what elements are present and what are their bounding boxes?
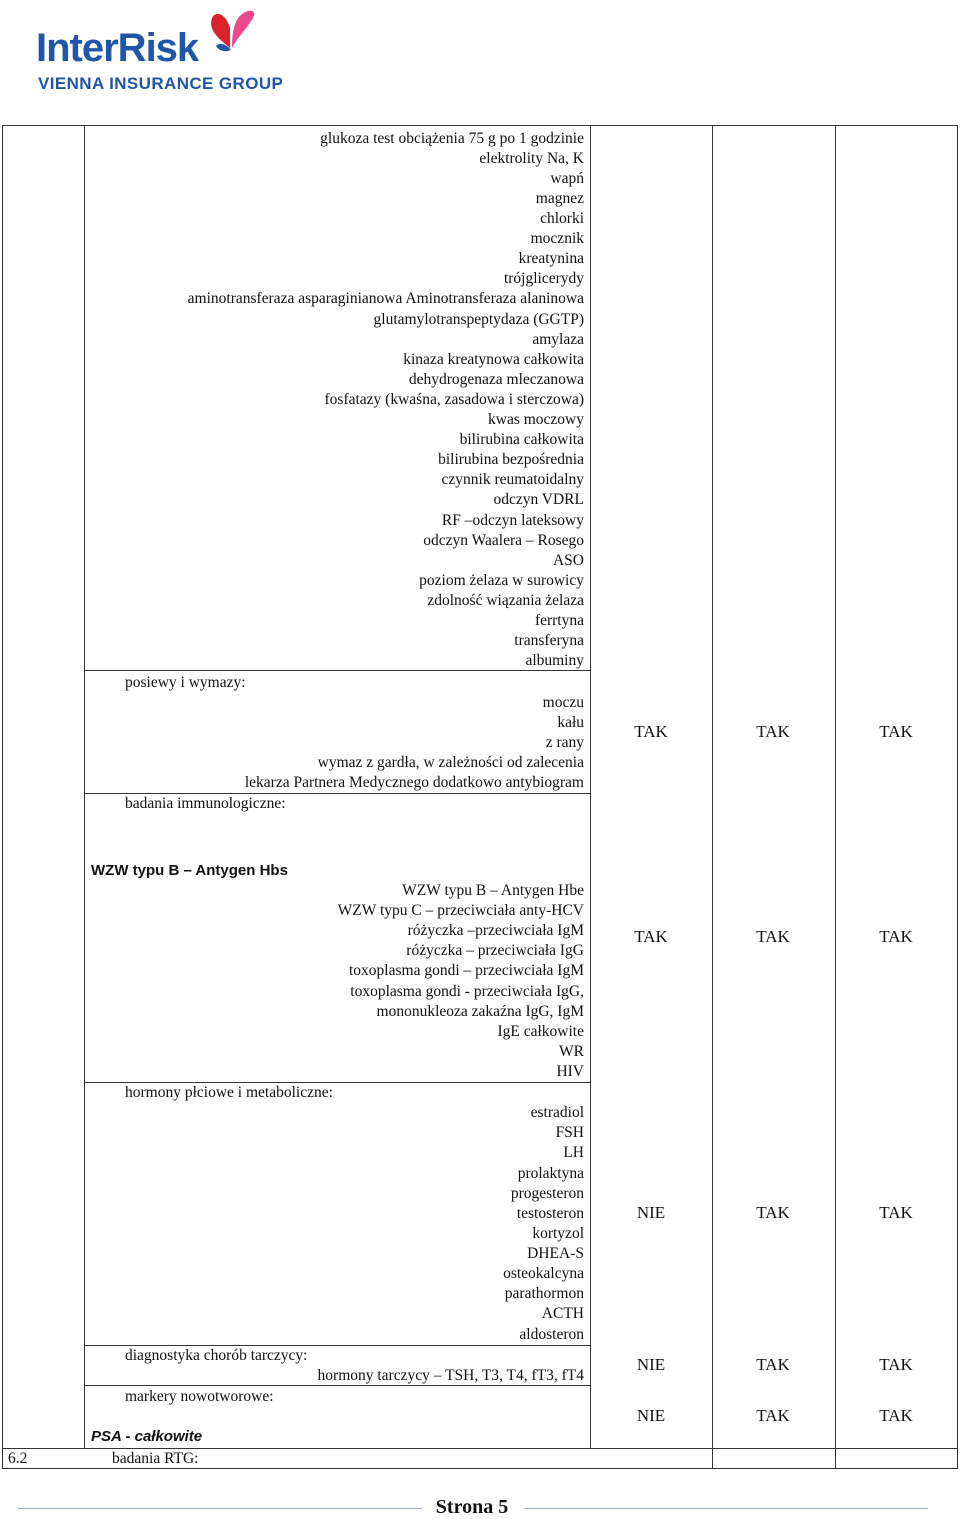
coverage-value: NIE	[636, 1203, 666, 1222]
page-number: Strona 5	[435, 1496, 509, 1518]
coverage-value: TAK	[634, 722, 668, 741]
test-item: glukoza test obciążenia 75 g po 1 godzinie	[320, 130, 584, 147]
test-item: testosteron	[516, 1205, 584, 1222]
interrisk-logo	[36, 8, 284, 94]
test-item: toxoplasma gondi - przeciwciała IgG,	[350, 983, 584, 1000]
section-number: 6.2	[8, 1450, 28, 1467]
coverage-value: TAK	[634, 927, 668, 946]
coverage-value: NIE	[636, 1355, 666, 1374]
row-divider	[84, 670, 590, 671]
coverage-value: TAK	[879, 1355, 913, 1374]
test-item: fosfatazy (kwaśna, zasadowa i sterczowa)	[324, 391, 584, 408]
test-item: mononukleoza zakaźna IgG, IgM	[376, 1003, 584, 1020]
test-item: odczyn VDRL	[493, 491, 584, 508]
test-item: różyczka – przeciwciała IgG	[406, 942, 584, 959]
test-item: kinaza kreatynowa całkowita	[403, 351, 584, 368]
test-item: hormony tarczycy – TSH, T3, T4, fT3, fT4	[317, 1367, 584, 1384]
test-item: HIV	[556, 1063, 584, 1080]
test-item: ferrtyna	[534, 612, 584, 629]
test-item: trójglicerydy	[503, 270, 584, 287]
section-header-immuno: badania immunologiczne:	[125, 795, 286, 812]
test-item: WR	[559, 1043, 584, 1060]
footer-rule-right	[524, 1508, 928, 1509]
test-item: amylaza	[532, 331, 584, 348]
logo-group-text: VIENNA INSURANCE GROUP	[38, 74, 284, 93]
test-item: bilirubina bezpośrednia	[438, 451, 584, 468]
test-item: FSH	[555, 1124, 584, 1141]
test-item: odczyn Waalera – Rosego	[423, 532, 584, 549]
test-item: osteokalcyna	[503, 1265, 584, 1282]
test-item-bold: WZW typu B – Antygen Hbs	[91, 862, 288, 879]
column-divider	[84, 125, 85, 1449]
test-item: parathormon	[504, 1285, 584, 1302]
test-item: estradiol	[530, 1104, 584, 1121]
test-item: mocznik	[530, 230, 584, 247]
test-item: różyczka –przeciwciała IgM	[407, 922, 584, 939]
test-item: kreatynina	[518, 250, 584, 267]
test-item: RF –odczyn lateksowy	[441, 512, 584, 529]
test-item: toxoplasma gondi – przeciwciała IgM	[348, 962, 584, 979]
test-item: moczu	[542, 694, 584, 711]
test-item: kortyzol	[532, 1225, 584, 1242]
test-item: WZW typu C – przeciwciała anty-HCV	[337, 902, 584, 919]
section-header-hormony: hormony płciowe i metaboliczne:	[125, 1084, 333, 1101]
section-header-posiewy: posiewy i wymazy:	[125, 674, 246, 691]
test-item: ASO	[552, 552, 584, 569]
section-header-tarczyca: diagnostyka chorób tarczycy:	[125, 1347, 308, 1364]
coverage-value: NIE	[636, 1406, 666, 1425]
test-item: albuminy	[525, 652, 584, 669]
coverage-value: TAK	[879, 1406, 913, 1425]
butterfly-logo-icon	[204, 8, 258, 54]
test-item: kwas moczowy	[488, 411, 584, 428]
test-item: chlorki	[540, 210, 584, 227]
logo-brand-text: InterRisk	[36, 26, 199, 70]
footer-rule-left	[18, 1508, 422, 1509]
test-item: aminotransferaza asparaginianowa Aminotransferaza alaninowa	[187, 290, 584, 307]
test-item: wapń	[550, 170, 584, 187]
test-item: lekarza Partnera Medycznego dodatkowo antybiogram	[244, 774, 584, 791]
test-item: IgE całkowite	[497, 1023, 584, 1040]
test-item: z rany	[545, 734, 584, 751]
test-item: LH	[563, 1144, 584, 1161]
section-label-rtg: badania RTG:	[112, 1450, 199, 1467]
test-item: bilirubina całkowita	[459, 431, 584, 448]
test-item: ACTH	[541, 1305, 584, 1322]
column-divider	[835, 125, 836, 1469]
coverage-value: TAK	[879, 1203, 913, 1222]
test-item: kału	[557, 714, 584, 731]
test-item: aldosteron	[519, 1326, 584, 1343]
coverage-value: TAK	[756, 1203, 790, 1222]
column-divider	[712, 125, 713, 1469]
test-item: dehydrogenaza mleczanowa	[408, 371, 584, 388]
test-item: glutamylotranspeptydaza (GGTP)	[373, 311, 584, 328]
test-item: progesteron	[510, 1185, 584, 1202]
test-item: czynnik reumatoidalny	[441, 471, 584, 488]
coverage-value: TAK	[756, 927, 790, 946]
test-item-bold-italic: PSA - całkowite	[91, 1428, 203, 1445]
coverage-value: TAK	[879, 722, 913, 741]
coverage-value: TAK	[756, 722, 790, 741]
test-item: transferyna	[514, 632, 584, 649]
test-item: prolaktyna	[517, 1165, 584, 1182]
coverage-value: TAK	[756, 1406, 790, 1425]
coverage-value: TAK	[756, 1355, 790, 1374]
test-item: magnez	[535, 190, 584, 207]
test-item: WZW typu B – Antygen Hbe	[402, 882, 584, 899]
column-divider	[590, 125, 591, 1449]
test-item: elektrolity Na, K	[479, 150, 584, 167]
test-item: poziom żelaza w surowicy	[419, 572, 584, 589]
test-item: DHEA-S	[527, 1245, 584, 1262]
test-item: zdolność wiązania żelaza	[427, 592, 584, 609]
coverage-value: TAK	[879, 927, 913, 946]
test-item: wymaz z gardła, w zależności od zalecenia	[317, 754, 584, 771]
section-header-markery: markery nowotworowe:	[125, 1388, 274, 1405]
